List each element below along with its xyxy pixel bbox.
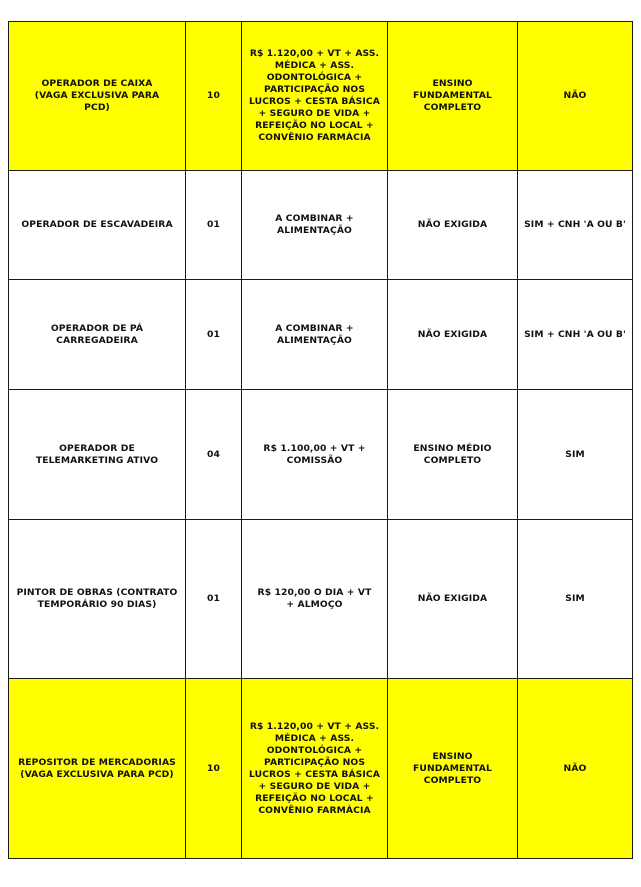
job-title: OPERADOR DE CAIXA (VAGA EXCLUSIVA PARA PCD) bbox=[34, 78, 160, 113]
salary-cell bbox=[242, 390, 388, 520]
salary-cell bbox=[242, 22, 388, 171]
job-title-cell bbox=[9, 280, 186, 390]
vacancies-count: 01 bbox=[207, 593, 220, 604]
vacancies-cell bbox=[186, 520, 242, 679]
job-title: OPERADOR DE ESCAVADEIRA bbox=[21, 219, 173, 230]
job-title-cell bbox=[9, 22, 186, 171]
experience-requirement: SIM bbox=[565, 593, 585, 604]
job-title: REPOSITOR DE MERCADORIAS (VAGA EXCLUSIVA PARA PCD) bbox=[18, 756, 176, 780]
education-cell bbox=[388, 390, 518, 520]
education-cell bbox=[388, 679, 518, 859]
experience-cell bbox=[518, 22, 633, 171]
vacancies-count: 04 bbox=[207, 448, 220, 460]
education-cell bbox=[388, 171, 518, 280]
salary-cell bbox=[242, 171, 388, 280]
table-row bbox=[9, 520, 633, 679]
vacancies-count: 10 bbox=[207, 762, 220, 774]
salary-cell bbox=[242, 520, 388, 679]
job-title-cell bbox=[9, 520, 186, 679]
salary-benefits: A COMBINAR + ALIMENTAÇÃO bbox=[275, 213, 354, 236]
education-requirement: ENSINO MÉDIO COMPLETO bbox=[413, 442, 492, 466]
experience-requirement: SIM bbox=[565, 448, 585, 460]
salary-benefits: R$ 1.120,00 + VT + ASS. MÉDICA + ASS. ODONTOLÓGICA + PARTICIPAÇÃO NOS LUCROS + CESTA BÁSICA + SEGURO DE VIDA + REFEIÇÃO NO LOCAL + CONVÊNIO FARMÁCIA bbox=[249, 48, 380, 143]
salary-benefits: A COMBINAR + ALIMENTAÇÃO bbox=[275, 322, 354, 346]
experience-cell bbox=[518, 171, 633, 280]
vacancies-cell bbox=[186, 22, 242, 171]
salary-benefits: R$ 1.120,00 + VT + ASS. MÉDICA + ASS. ODONTOLÓGICA + PARTICIPAÇÃO NOS LUCROS + CESTA BÁSICA + SEGURO DE VIDA + REFEIÇÃO NO LOCAL + CONVÊNIO FARMÁCIA bbox=[249, 720, 380, 816]
education-requirement: NÃO EXIGIDA bbox=[417, 219, 488, 230]
job-title: OPERADOR DE TELEMARKETING ATIVO bbox=[35, 442, 159, 466]
education-cell bbox=[388, 280, 518, 390]
job-listings-table bbox=[8, 21, 633, 859]
table-row bbox=[9, 280, 633, 390]
job-title-cell bbox=[9, 171, 186, 280]
job-title-cell bbox=[9, 390, 186, 520]
job-title: PINTOR DE OBRAS (CONTRATO TEMPORÁRIO 90 DIAS) bbox=[16, 587, 178, 610]
vacancies-cell bbox=[186, 171, 242, 280]
vacancies-count: 01 bbox=[207, 328, 220, 340]
education-requirement: NÃO EXIGIDA bbox=[417, 328, 488, 340]
salary-cell bbox=[242, 280, 388, 390]
education-cell bbox=[388, 520, 518, 679]
salary-benefits: R$ 120,00 O DIA + VT + ALMOÇO bbox=[257, 587, 372, 610]
table-row bbox=[9, 171, 633, 280]
job-title-cell bbox=[9, 679, 186, 859]
experience-cell bbox=[518, 679, 633, 859]
salary-benefits: R$ 1.100,00 + VT + COMISSÃO bbox=[263, 442, 366, 466]
experience-cell bbox=[518, 390, 633, 520]
experience-cell bbox=[518, 280, 633, 390]
table-row bbox=[9, 679, 633, 859]
experience-cell bbox=[518, 520, 633, 679]
experience-requirement: SIM + CNH 'A OU B' bbox=[524, 219, 626, 230]
experience-requirement: NÃO bbox=[563, 90, 587, 101]
vacancies-count: 01 bbox=[207, 219, 220, 230]
education-requirement: ENSINO FUNDAMENTAL COMPLETO bbox=[413, 78, 492, 113]
vacancies-count: 10 bbox=[207, 90, 220, 101]
vacancies-cell bbox=[186, 679, 242, 859]
education-requirement: ENSINO FUNDAMENTAL COMPLETO bbox=[413, 750, 492, 786]
education-cell bbox=[388, 22, 518, 171]
experience-requirement: NÃO bbox=[563, 762, 587, 774]
vacancies-cell bbox=[186, 390, 242, 520]
table-row bbox=[9, 22, 633, 171]
vacancies-cell bbox=[186, 280, 242, 390]
job-title: OPERADOR DE PÁ CARREGADEIRA bbox=[50, 322, 144, 346]
salary-cell bbox=[242, 679, 388, 859]
experience-requirement: SIM + CNH 'A OU B' bbox=[524, 328, 626, 340]
table-row bbox=[9, 390, 633, 520]
education-requirement: NÃO EXIGIDA bbox=[417, 593, 488, 604]
